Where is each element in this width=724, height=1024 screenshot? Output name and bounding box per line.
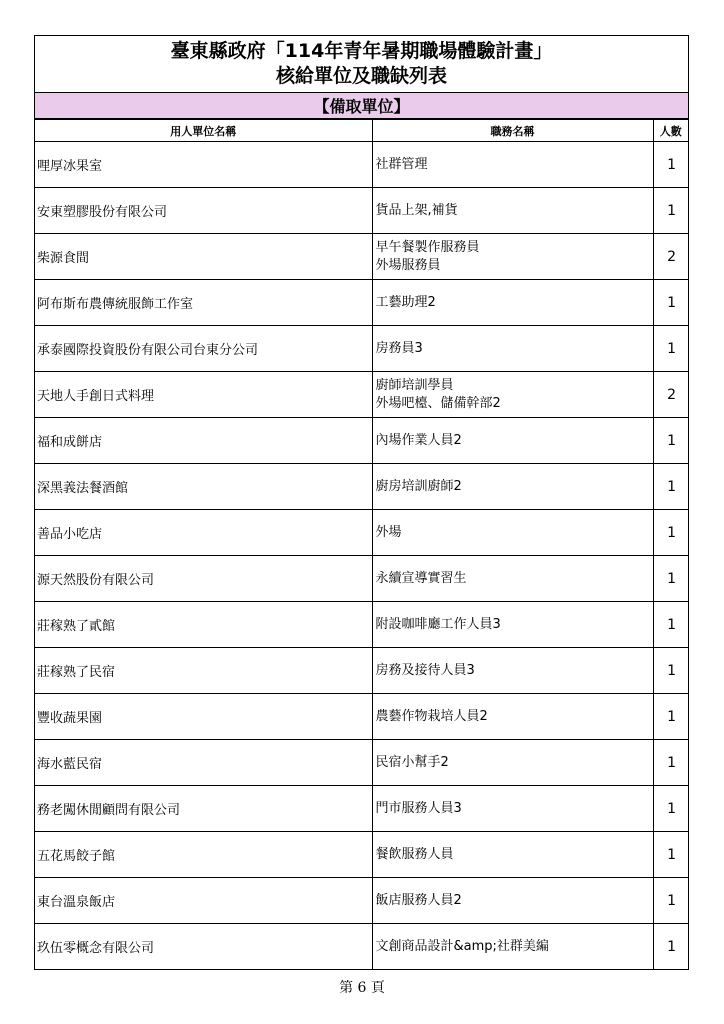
table-row	[35, 418, 688, 464]
unit-name-cell: 承泰國際投資股份有限公司台東分公司	[35, 326, 372, 372]
job-title-line: 廚房培訓廚師2	[375, 478, 462, 494]
job-title-cell	[372, 556, 653, 602]
table-row	[35, 234, 688, 280]
section-label-standby: 【備取單位】	[35, 93, 688, 119]
table-row	[35, 372, 688, 418]
job-title-line: 內場作業人員2	[375, 432, 462, 448]
job-title-line: 民宿小幫手2	[375, 754, 449, 770]
table-row	[35, 924, 688, 970]
unit-name-cell: 豐收蔬果園	[35, 694, 372, 740]
table-row	[35, 602, 688, 648]
headcount-cell: 2	[653, 234, 688, 280]
headcount-cell: 1	[653, 556, 688, 602]
title-line-2: 核給單位及職缺列表	[275, 65, 447, 87]
page-number: 第 6 頁	[339, 980, 385, 996]
job-title-line: 貨品上架,補貨	[375, 202, 458, 218]
table-row	[35, 142, 688, 188]
headcount-cell: 1	[653, 648, 688, 694]
headcount-cell: 1	[653, 418, 688, 464]
unit-name-cell: 天地人手創日式料理	[35, 372, 372, 418]
job-title-line: 門市服務人員3	[375, 800, 462, 816]
job-title-cell	[372, 510, 653, 556]
job-title-line: 房務及接待人員3	[375, 662, 475, 678]
job-title-line: 外場吧檯、儲備幹部2	[375, 395, 501, 411]
job-title-line: 工藝助理2	[375, 294, 436, 310]
unit-name-cell: 柴源食間	[35, 234, 372, 280]
headcount-cell: 1	[653, 924, 688, 970]
headcount-cell: 1	[653, 740, 688, 786]
job-title-cell	[372, 602, 653, 648]
job-title-line: 飯店服務人員2	[375, 892, 462, 908]
headcount-cell: 2	[653, 372, 688, 418]
job-title-cell	[372, 372, 653, 418]
headcount-cell: 1	[653, 188, 688, 234]
headcount-cell: 1	[653, 142, 688, 188]
table-row	[35, 740, 688, 786]
title-line-1: 臺東縣政府「114年青年暑期職場體驗計畫」	[170, 40, 553, 62]
table-header-row	[35, 120, 688, 142]
job-title-cell	[372, 878, 653, 924]
job-title-line: 農藝作物栽培人員2	[375, 708, 488, 724]
job-title-cell	[372, 924, 653, 970]
unit-name-cell: 善品小吃店	[35, 510, 372, 556]
headcount-cell: 1	[653, 280, 688, 326]
unit-name-cell: 務老闖休閒顧問有限公司	[35, 786, 372, 832]
job-title-line: 外場服務員	[375, 257, 441, 273]
table-row	[35, 326, 688, 372]
job-title-cell	[372, 188, 653, 234]
job-title-cell	[372, 326, 653, 372]
table-row	[35, 188, 688, 234]
headcount-cell: 1	[653, 602, 688, 648]
job-title-line: 社群管理	[375, 156, 428, 172]
table-row	[35, 464, 688, 510]
table-row	[35, 280, 688, 326]
column-header-job: 職務名稱	[372, 120, 653, 142]
headcount-cell: 1	[653, 786, 688, 832]
headcount-cell: 1	[653, 510, 688, 556]
unit-name-cell: 源天然股份有限公司	[35, 556, 372, 602]
unit-name-cell: 福和成餅店	[35, 418, 372, 464]
column-header-unit: 用人單位名稱	[35, 120, 372, 142]
job-title-cell	[372, 832, 653, 878]
headcount-cell: 1	[653, 832, 688, 878]
job-title-line: 房務員3	[375, 340, 423, 356]
table-row	[35, 878, 688, 924]
unit-name-cell: 五花馬餃子館	[35, 832, 372, 878]
job-title-line: 外場	[375, 524, 402, 540]
job-title-line: 附設咖啡廳工作人員3	[375, 616, 501, 632]
job-title-line: 文創商品設計&amp;社群美編	[375, 938, 549, 954]
unit-name-cell: 莊稼熟了貳館	[35, 602, 372, 648]
unit-name-cell: 玖伍零概念有限公司	[35, 924, 372, 970]
table-row	[35, 510, 688, 556]
unit-name-cell: 東台溫泉飯店	[35, 878, 372, 924]
headcount-cell: 1	[653, 464, 688, 510]
unit-name-cell: 阿布斯布農傳統服飾工作室	[35, 280, 372, 326]
table-row	[35, 786, 688, 832]
job-title-cell	[372, 280, 653, 326]
unit-name-cell: 莊稼熟了民宿	[35, 648, 372, 694]
job-title-cell	[372, 418, 653, 464]
job-title-line: 永續宣導實習生	[375, 570, 467, 586]
job-list-sheet	[34, 35, 689, 970]
unit-name-cell: 海水藍民宿	[35, 740, 372, 786]
job-table	[35, 119, 688, 969]
job-title-cell	[372, 142, 653, 188]
headcount-cell: 1	[653, 878, 688, 924]
table-row	[35, 694, 688, 740]
job-title-cell	[372, 464, 653, 510]
job-title-line: 廚師培訓學員	[375, 377, 454, 393]
document-title	[35, 36, 688, 93]
job-title-cell	[372, 694, 653, 740]
job-title-line: 餐飲服務人員	[375, 846, 454, 862]
job-title-line: 早午餐製作服務員	[375, 239, 480, 255]
headcount-cell: 1	[653, 694, 688, 740]
job-title-cell	[372, 786, 653, 832]
table-row	[35, 648, 688, 694]
table-row	[35, 556, 688, 602]
column-header-count: 人數	[653, 120, 688, 142]
job-title-cell	[372, 648, 653, 694]
table-row	[35, 832, 688, 878]
unit-name-cell: 哩厚冰果室	[35, 142, 372, 188]
job-title-cell	[372, 234, 653, 280]
job-title-cell	[372, 740, 653, 786]
unit-name-cell: 深黑義法餐酒館	[35, 464, 372, 510]
headcount-cell: 1	[653, 326, 688, 372]
unit-name-cell: 安東塑膠股份有限公司	[35, 188, 372, 234]
